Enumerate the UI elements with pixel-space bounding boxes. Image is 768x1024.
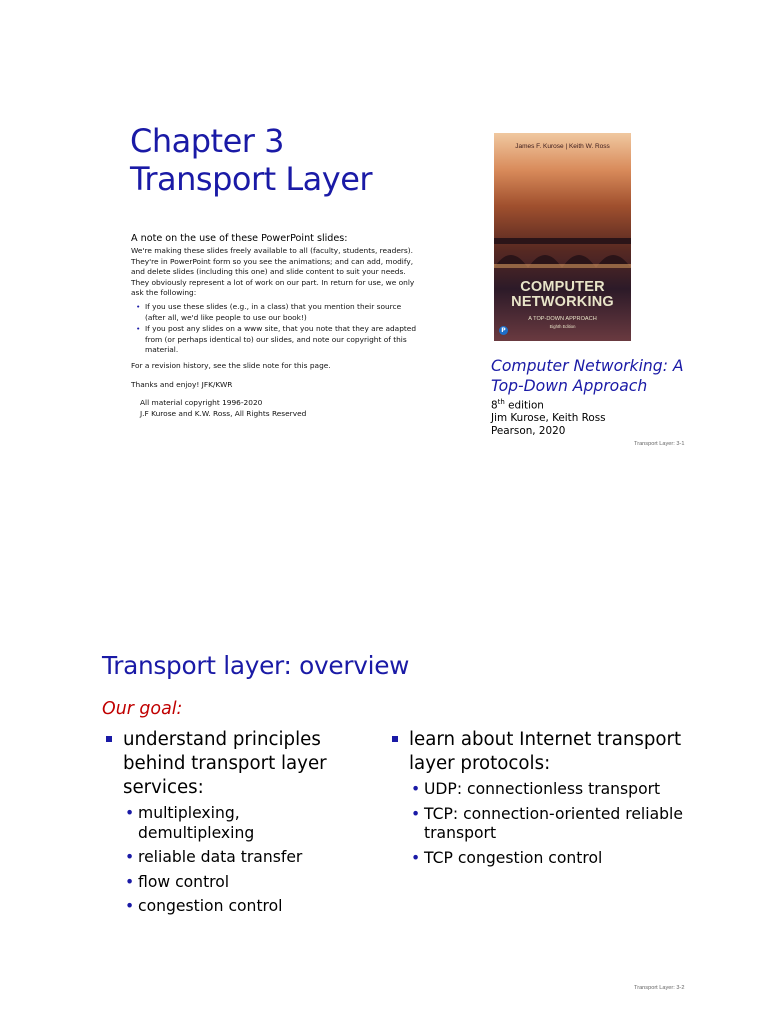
bullet-dot-icon: • bbox=[125, 804, 135, 822]
copyright-line-1: All material copyright 1996-2020 bbox=[140, 398, 263, 408]
list-item: • flow control bbox=[125, 872, 230, 891]
list-item: • TCP congestion control bbox=[411, 848, 603, 867]
usage-note bbox=[131, 233, 421, 419]
usage-note-bullets bbox=[131, 302, 421, 356]
list-item: • reliable data transfer bbox=[125, 848, 303, 866]
square-bullet-icon bbox=[106, 736, 112, 742]
left-main-bullet: understand principles behind transport layer services: bbox=[105, 728, 355, 800]
chapter-title-line-2: Transport Layer bbox=[130, 160, 373, 198]
pearson-logo-icon: P bbox=[499, 326, 508, 335]
bullet-dot-icon: • bbox=[411, 780, 421, 798]
square-bullet-icon bbox=[392, 736, 398, 742]
right-sub-list bbox=[391, 780, 691, 868]
slide-footer: Transport Layer: 3-1 bbox=[634, 441, 685, 447]
bridge-illustration bbox=[494, 238, 631, 268]
list-item: • congestion control bbox=[125, 897, 283, 915]
usage-note-heading: A note on the use of these PowerPoint slides: bbox=[131, 233, 348, 244]
chapter-title-line-1: Chapter 3 bbox=[130, 122, 284, 160]
usage-note-body: We're making these slides freely available to all (faculty, students, readers). They're in PowerPoint form so you see the animations; and can add, modify, and delete slides (including this one) and slide content to suit your needs. They obviously represent a lot of work on our part. In return for use, we only ask the following: bbox=[131, 246, 415, 298]
revision-note: For a revision history, see the slide note for this page. bbox=[131, 360, 331, 370]
list-item: • UDP: connectionless transport bbox=[411, 780, 661, 798]
left-sub-list bbox=[105, 804, 355, 917]
right-main-bullet: learn about Internet transport layer protocols: bbox=[391, 728, 691, 776]
publisher: Pearson, 2020 bbox=[491, 425, 566, 438]
thanks-note: Thanks and enjoy! JFK/KWR bbox=[131, 379, 233, 389]
left-column bbox=[105, 728, 355, 922]
bullet-dot-icon: • bbox=[125, 897, 135, 915]
list-item: • multiplexing, demultiplexing bbox=[125, 804, 255, 842]
bullet-dot-icon: • bbox=[411, 804, 421, 823]
book-cover-image bbox=[494, 133, 631, 341]
copyright-line-2: J.F Kurose and K.W. Ross, All Rights Reserved bbox=[140, 408, 307, 418]
usage-note-bullet: • If you use these slides (e.g., in a class) that you mention their source (after all, we'd like people to use our book!) bbox=[145, 302, 421, 323]
bullet-dot-icon: • bbox=[411, 848, 421, 867]
overview-title: Transport layer: overview bbox=[102, 651, 410, 680]
right-column bbox=[391, 728, 691, 873]
book-title: Computer Networking: A Top-Down Approach bbox=[491, 357, 684, 395]
goal-heading: Our goal: bbox=[102, 699, 183, 719]
cover-edition: Eighth Edition bbox=[549, 324, 576, 329]
slide-footer: Transport Layer: 3-2 bbox=[634, 985, 685, 991]
bullet-dot-icon: • bbox=[125, 848, 135, 866]
chapter-title bbox=[130, 122, 372, 198]
cover-title: COMPUTER NETWORKING bbox=[511, 279, 614, 310]
list-item: • TCP: connection-oriented reliable transport bbox=[411, 804, 683, 842]
slide-2 bbox=[0, 512, 768, 1024]
cover-subtitle: A TOP-DOWN APPROACH bbox=[528, 316, 597, 322]
book-authors: Jim Kurose, Keith Ross bbox=[491, 412, 606, 425]
cover-authors: James F. Kurose | Keith W. Ross bbox=[515, 143, 610, 150]
edition-line: 8th edition bbox=[491, 398, 544, 412]
book-info bbox=[491, 396, 691, 438]
bullet-dot-icon: • bbox=[125, 872, 135, 891]
usage-note-bullet: • If you post any slides on a www site, that you note that they are adapted from (or perhaps identical to) our slides, and note our copyright of this material. bbox=[145, 324, 421, 356]
